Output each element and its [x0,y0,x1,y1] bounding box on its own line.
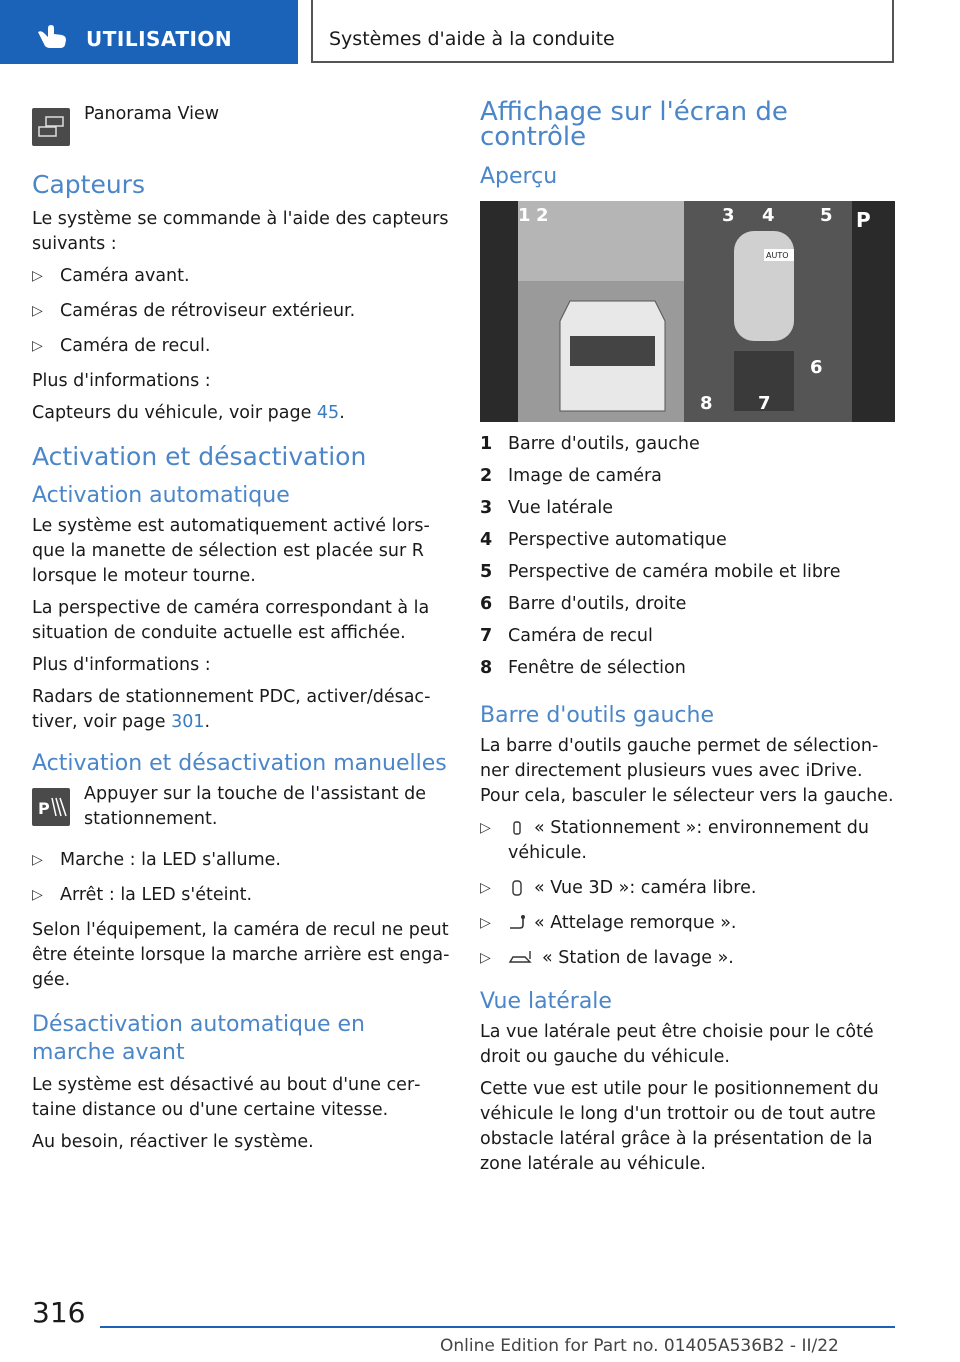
legend-number: 3 [480,498,493,518]
manual-list [32,848,450,908]
legend-text: Perspective automatique [508,530,727,550]
chapter-box [311,0,894,63]
display-heading: Affichage sur l'écran de contrôle [480,97,788,152]
more-info-label: Plus d'informations : [32,371,211,391]
forward-heading: Désactivation automatique en marche avant [32,1012,365,1065]
chapter-title: Systèmes d'aide à la conduite [329,28,615,50]
trailer-hitch-icon [508,914,526,932]
left-column [32,100,450,1162]
list-item [480,876,895,901]
callout-2: 2 [536,205,549,226]
reference-text: Capteurs du véhicule, voir page [32,403,317,423]
panorama-row [32,100,450,150]
list-item [480,946,895,971]
panorama-label: Panorama View [84,104,220,124]
legend-text: Vue latérale [508,498,613,518]
legend-text: Caméra de recul [508,626,653,646]
legend-list [480,432,895,681]
3d-view-icon [508,879,526,897]
list-item [480,911,895,936]
legend-item [480,528,895,553]
legend-item [480,656,895,681]
capteurs-heading: Capteurs [32,170,145,199]
legend-number: 4 [480,530,493,550]
item-text: « Stationnement »: environnement du véhicule. [508,818,869,863]
pdc-reference: Radars de stationnement PDC, activer/désactiver, voir page 301. [32,687,431,732]
camera-display-illustration [480,201,895,422]
right-column-body [480,432,895,1184]
car-wash-icon [508,949,534,967]
activation-heading: Activation et désactivation [32,442,367,471]
item-text: « Station de lavage ». [542,948,734,968]
legend-text: Barre d'outils, gauche [508,434,700,454]
auto-activation-heading: Activation automatique [32,483,290,508]
callout-3: 3 [722,205,735,226]
reference-text: Radars de stationnement PDC, activer/désactiver, voir page [32,687,431,732]
legend-item [480,464,895,489]
auto-paragraph-2: La perspective de caméra correspondant à la situation de conduite actuelle est affichée. [32,598,430,643]
legend-item [480,560,895,585]
callout-4: 4 [762,205,775,226]
toolbar-list [480,816,895,971]
legend-number: 6 [480,594,493,614]
side-view-heading: Vue latérale [480,989,612,1014]
legend-number: 7 [480,626,493,646]
legend-text: Perspective de caméra mobile et libre [508,562,841,582]
legend-number: 2 [480,466,493,486]
callout-1: 1 [518,205,531,226]
legend-item [480,496,895,521]
auto-paragraph-1: Le système est automatiquement activé lorsque la manette de sélection est placée sur R lorsque le moteur tourne. [32,516,430,586]
right-column [480,97,895,195]
callout-8: 8 [700,393,713,414]
toolbar-heading: Barre d'outils gauche [480,703,715,728]
section-tab [0,0,298,64]
parking-assist-text: Appuyer sur la touche de l'assistant de stationnement. [84,784,427,829]
manual-paragraph: Selon l'équipement, la caméra de recul ne peut être éteinte lorsque la marche arrière est engagée. [32,920,450,990]
page-link-45[interactable]: 45 [316,403,340,423]
legend-number: 1 [480,434,493,454]
callout-6: 6 [810,357,823,378]
legend-number: 5 [480,562,493,582]
legend-item [480,432,895,457]
list-item: ▷ Caméra de recul. [32,334,450,359]
parking-assist-button-icon [32,788,70,826]
section-title: UTILISATION [86,27,233,51]
item-text: « Attelage remorque ». [534,913,737,933]
panorama-view-icon [32,108,70,146]
legend-number: 8 [480,658,493,678]
footer-edition: Online Edition for Part no. 01405A536B2 - II/22 [440,1336,839,1356]
legend-item [480,624,895,649]
list-item: ▷ Arrêt : la LED s'éteint. [32,883,450,908]
legend-item [480,592,895,617]
more-info-label: Plus d'informations : [32,655,211,675]
forward-paragraph-1: Le système est désactivé au bout d'une certaine distance ou d'une certaine vitesse. [32,1075,421,1120]
p-marker: P [856,208,871,232]
footer-rule [100,1326,895,1328]
legend-text: Fenêtre de sélection [508,658,686,678]
apercu-heading: Aperçu [480,164,558,189]
camera-display-figure [480,201,895,422]
capteurs-intro: Le système se commande à l'aide des capteurs suivants : [32,209,449,254]
legend-text: Image de caméra [508,466,662,486]
capteurs-list [32,264,450,359]
page-number: 316 [32,1296,86,1329]
callout-7: 7 [758,393,771,414]
svg-text:P: P [38,799,50,818]
parking-assist-row [32,782,450,838]
legend-text: Barre d'outils, droite [508,594,687,614]
list-item: ▷ Marche : la LED s'allume. [32,848,450,873]
parking-view-icon [508,819,526,837]
toolbar-paragraph: La barre d'outils gauche permet de sélectionner directement plusieurs vues avec iDrive. Pour cela, basculer le sélecteur vers la gauche. [480,736,894,806]
side-view-paragraph-2: Cette vue est utile pour le positionnement du véhicule le long d'un trottoir ou de tout autre obstacle latéral grâce à la présentation de la zone latérale au véhicule. [480,1079,879,1174]
list-item [480,816,895,866]
side-view-paragraph-1: La vue latérale peut être choisie pour le côté droit ou gauche du véhicule. [480,1022,874,1067]
auto-badge: AUTO [766,251,789,260]
hand-icon [34,22,70,48]
capteurs-reference: Capteurs du véhicule, voir page 45. [32,403,345,423]
forward-paragraph-2: Au besoin, réactiver le système. [32,1132,314,1152]
callout-5: 5 [820,205,833,226]
page-link-301[interactable]: 301 [171,712,205,732]
manual-heading: Activation et désactivation manuelles [32,751,447,776]
item-text: « Vue 3D »: caméra libre. [534,878,757,898]
list-item: ▷ Caméra avant. [32,264,450,289]
list-item: ▷ Caméras de rétroviseur extérieur. [32,299,450,324]
